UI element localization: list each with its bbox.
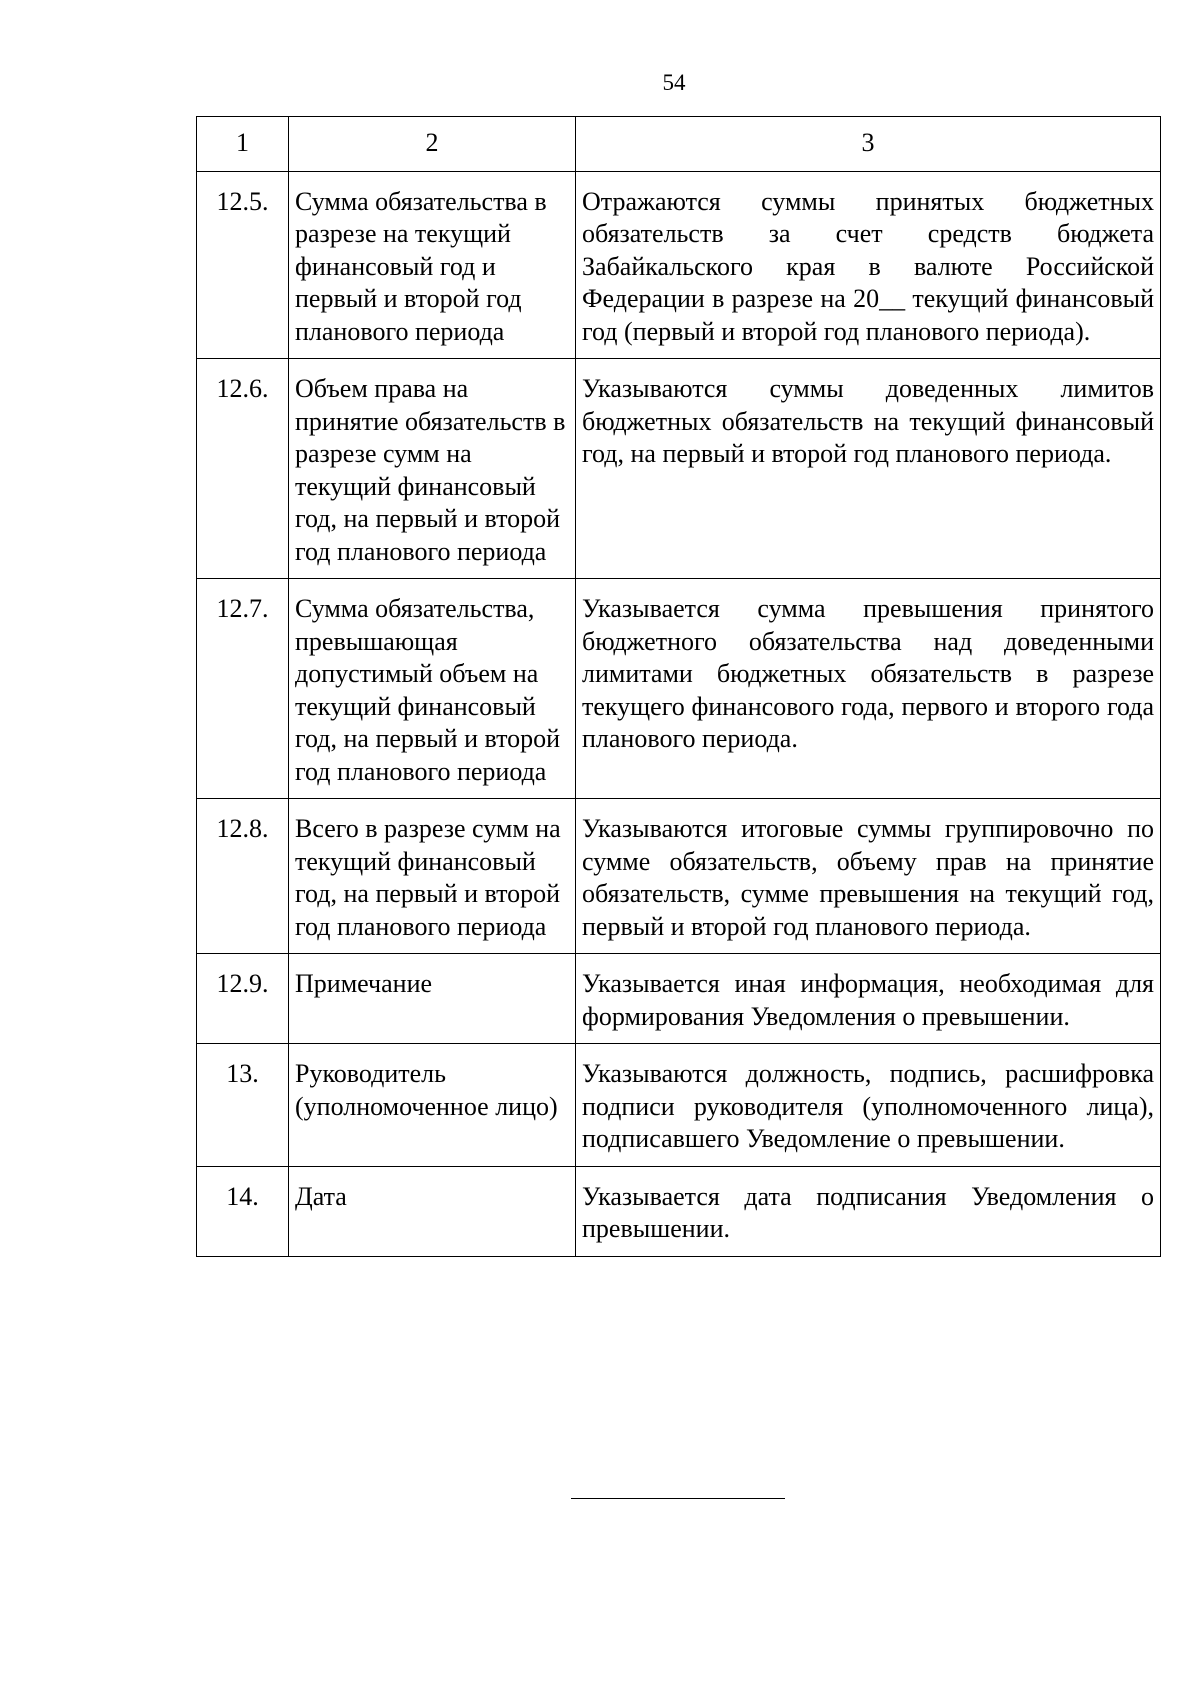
row-description: Отражаются суммы принятых бюджетных обязательств за счет средств бюджета Забайкальского края в валюте Российской Федерации в разрезе на 20__ текущий финансовый год (первый и второй год планового периода). — [576, 171, 1161, 359]
table-row — [197, 359, 1161, 579]
footer-divider — [571, 1498, 785, 1499]
row-number: 14. — [197, 1166, 289, 1256]
row-number: 12.9. — [197, 954, 289, 1044]
header-col-1: 1 — [197, 117, 289, 172]
row-number: 12.8. — [197, 799, 289, 954]
row-number: 13. — [197, 1044, 289, 1167]
row-description: Указывается дата подписания Уведомления о превышении. — [576, 1166, 1161, 1256]
row-name: Сумма обязательства, превышающая допустимый объем на текущий финансовый год, на первый и второй год планового периода — [289, 579, 576, 799]
table-row — [197, 799, 1161, 954]
row-name: Сумма обязательства в разрезе на текущий финансовый год и первый и второй год планового периода — [289, 171, 576, 359]
row-description: Указывается сумма превышения принятого бюджетного обязательства над доведенными лимитами бюджетных обязательств в разрезе текущего финансового года, первого и второго года планового периода. — [576, 579, 1161, 799]
row-description: Указываются итоговые суммы группировочно по сумме обязательств, объему прав на принятие обязательств, сумме превышения на текущий год, первый и второй год планового периода. — [576, 799, 1161, 954]
header-col-2: 2 — [289, 117, 576, 172]
row-number: 12.5. — [197, 171, 289, 359]
row-name: Руководитель (уполномоченное лицо) — [289, 1044, 576, 1167]
row-description: Указываются должность, подпись, расшифровка подписи руководителя (уполномоченного лица), подписавшего Уведомление о превышении. — [576, 1044, 1161, 1167]
row-description: Указываются суммы доведенных лимитов бюджетных обязательств на текущий финансовый год, на первый и второй год планового периода. — [576, 359, 1161, 579]
table-row — [197, 1166, 1161, 1256]
table-header-row — [197, 117, 1161, 172]
header-col-3: 3 — [576, 117, 1161, 172]
row-name: Всего в разрезе сумм на текущий финансовый год, на первый и второй год планового периода — [289, 799, 576, 954]
row-number: 12.6. — [197, 359, 289, 579]
row-name: Дата — [289, 1166, 576, 1256]
row-name: Объем права на принятие обязательств в разрезе сумм на текущий финансовый год, на первый и второй год планового периода — [289, 359, 576, 579]
table-row — [197, 171, 1161, 359]
page-number: 54 — [662, 70, 686, 95]
table-row — [197, 954, 1161, 1044]
row-description: Указывается иная информация, необходимая для формирования Уведомления о превышении. — [576, 954, 1161, 1044]
table-row — [197, 1044, 1161, 1167]
row-number: 12.7. — [197, 579, 289, 799]
row-name: Примечание — [289, 954, 576, 1044]
specification-table — [196, 116, 1161, 1257]
table-row — [197, 579, 1161, 799]
